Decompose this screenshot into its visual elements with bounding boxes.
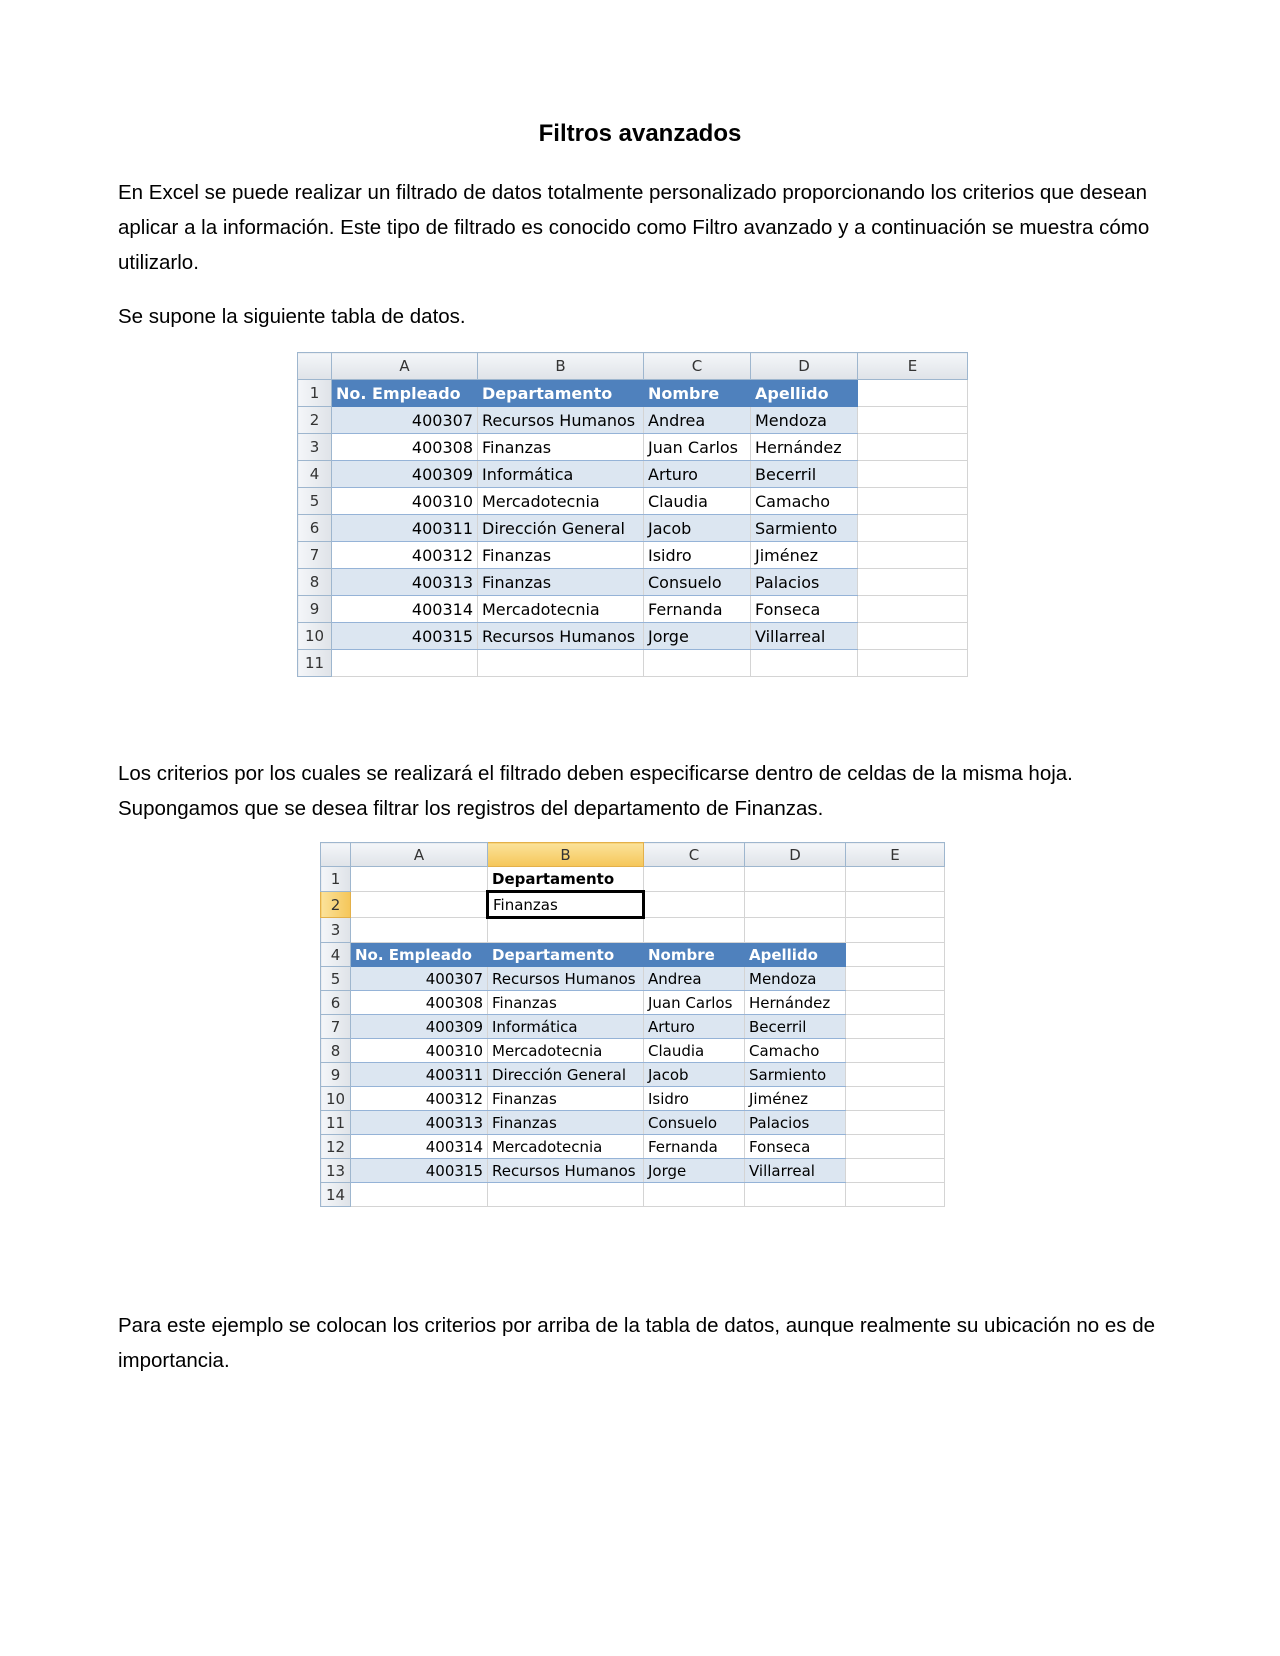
table-row [321, 1087, 945, 1111]
column-header-e[interactable]: E [858, 353, 968, 380]
cell[interactable]: 400307 [351, 967, 488, 991]
cell[interactable]: 400311 [332, 515, 478, 542]
row-header[interactable]: 5 [298, 488, 332, 515]
cell[interactable] [846, 1063, 945, 1087]
table-row [298, 650, 968, 677]
cell[interactable]: Fonseca [745, 1135, 846, 1159]
cell[interactable]: Palacios [751, 569, 858, 596]
cell[interactable] [351, 892, 488, 918]
row-header[interactable]: 8 [321, 1039, 351, 1063]
cell[interactable] [745, 918, 846, 943]
column-header-b[interactable]: B [478, 353, 644, 380]
cell[interactable] [846, 867, 945, 892]
cell[interactable]: Recursos Humanos [478, 407, 644, 434]
column-header-b[interactable]: B [488, 843, 644, 867]
cell[interactable]: Recursos Humanos [478, 623, 644, 650]
cell[interactable]: Becerril [751, 461, 858, 488]
cell[interactable] [846, 892, 945, 918]
row-header[interactable]: 5 [321, 967, 351, 991]
cell[interactable]: 400314 [351, 1135, 488, 1159]
table-row [321, 1135, 945, 1159]
cell[interactable] [846, 1111, 945, 1135]
criteria-value-row [321, 892, 945, 918]
cell[interactable]: Informática [488, 1015, 644, 1039]
cell[interactable] [644, 867, 745, 892]
cell[interactable]: Finanzas [488, 991, 644, 1015]
header-cell[interactable]: No. Empleado [332, 380, 478, 407]
column-header-c[interactable]: C [644, 353, 751, 380]
table-row [321, 991, 945, 1015]
cell[interactable]: Juan Carlos [644, 991, 745, 1015]
table-row [298, 596, 968, 623]
table-row [321, 967, 945, 991]
cell[interactable]: Consuelo [644, 1111, 745, 1135]
column-header-d[interactable]: D [745, 843, 846, 867]
cell[interactable]: Dirección General [488, 1063, 644, 1087]
table-row [321, 918, 945, 943]
cell[interactable] [846, 967, 945, 991]
cell[interactable] [488, 918, 644, 943]
cell[interactable]: Becerril [745, 1015, 846, 1039]
cell[interactable] [846, 1015, 945, 1039]
cell[interactable]: 400309 [351, 1015, 488, 1039]
table-row [298, 623, 968, 650]
row-header[interactable]: 6 [298, 515, 332, 542]
cell[interactable] [858, 515, 968, 542]
row-header[interactable]: 7 [321, 1015, 351, 1039]
row-header[interactable]: 1 [321, 867, 351, 892]
row-header[interactable]: 9 [321, 1063, 351, 1087]
cell[interactable]: Mercadotecnia [488, 1039, 644, 1063]
row-header[interactable]: 4 [321, 943, 351, 967]
cell[interactable] [846, 1087, 945, 1111]
row-header[interactable]: 6 [321, 991, 351, 1015]
cell[interactable]: Claudia [644, 488, 751, 515]
table-header-row [298, 380, 968, 407]
criteria-header-cell[interactable]: Departamento [488, 867, 644, 892]
header-cell[interactable]: Nombre [644, 380, 751, 407]
cell[interactable]: 400314 [332, 596, 478, 623]
cell[interactable]: Andrea [644, 407, 751, 434]
row-header[interactable]: 13 [321, 1159, 351, 1183]
cell[interactable] [351, 1183, 488, 1207]
cell[interactable]: Fernanda [644, 1135, 745, 1159]
closing-paragraph: Para este ejemplo se colocan los criterios por arriba de la tabla de datos, aunque realmente su ubicación no es de importancia. [118, 1314, 1156, 1372]
header-cell[interactable]: Departamento [488, 943, 644, 967]
row-header[interactable]: 7 [298, 542, 332, 569]
cell[interactable] [858, 434, 968, 461]
row-header[interactable]: 3 [321, 918, 351, 943]
cell[interactable] [351, 918, 488, 943]
cell[interactable]: Dirección General [478, 515, 644, 542]
cell[interactable]: Andrea [644, 967, 745, 991]
cell[interactable]: Finanzas [478, 542, 644, 569]
cell[interactable] [745, 892, 846, 918]
cell[interactable]: Hernández [745, 991, 846, 1015]
cell[interactable]: Isidro [644, 542, 751, 569]
cell[interactable] [858, 596, 968, 623]
column-header-d[interactable]: D [751, 353, 858, 380]
cell[interactable]: Recursos Humanos [488, 967, 644, 991]
column-header-a[interactable]: A [351, 843, 488, 867]
row-header[interactable]: 10 [298, 623, 332, 650]
table-row [298, 515, 968, 542]
row-header[interactable]: 11 [298, 650, 332, 677]
cell[interactable] [858, 569, 968, 596]
row-header[interactable]: 4 [298, 461, 332, 488]
cell[interactable]: Palacios [745, 1111, 846, 1135]
cell[interactable]: 400307 [332, 407, 478, 434]
cell[interactable] [846, 991, 945, 1015]
cell[interactable]: Claudia [644, 1039, 745, 1063]
cell[interactable]: Juan Carlos [644, 434, 751, 461]
cell[interactable]: Informática [478, 461, 644, 488]
cell[interactable]: 400315 [332, 623, 478, 650]
table-row [321, 1039, 945, 1063]
spreadsheet-criteria-table [320, 842, 945, 1207]
table-row [298, 488, 968, 515]
header-cell[interactable]: Nombre [644, 943, 745, 967]
cell[interactable]: Jiménez [745, 1087, 846, 1111]
cell[interactable] [858, 542, 968, 569]
cell[interactable]: Finanzas [488, 1087, 644, 1111]
cell[interactable]: Jorge [644, 623, 751, 650]
cell[interactable] [858, 488, 968, 515]
cell[interactable] [858, 380, 968, 407]
column-header-a[interactable]: A [332, 353, 478, 380]
cell[interactable] [332, 650, 478, 677]
table-intro-paragraph: Se supone la siguiente tabla de datos. [118, 305, 466, 328]
select-all-corner[interactable] [321, 843, 351, 867]
cell[interactable]: Finanzas [478, 569, 644, 596]
cell[interactable]: Hernández [751, 434, 858, 461]
cell[interactable]: 400308 [351, 991, 488, 1015]
row-header[interactable]: 2 [321, 892, 351, 918]
cell[interactable] [644, 650, 751, 677]
cell[interactable]: 400312 [332, 542, 478, 569]
cell[interactable] [858, 407, 968, 434]
cell[interactable]: Isidro [644, 1087, 745, 1111]
cell[interactable] [846, 1039, 945, 1063]
cell[interactable] [488, 1183, 644, 1207]
column-header-e[interactable]: E [846, 843, 945, 867]
cell[interactable]: Jorge [644, 1159, 745, 1183]
intro-paragraph: En Excel se puede realizar un filtrado de datos totalmente personalizado proporcionando los criterios que desean aplicar a la información. Este tipo de filtrado es conocido como Filtro avanzado y a continuación se muestra cómo utilizarlo. [118, 181, 1150, 274]
cell[interactable]: 400310 [351, 1039, 488, 1063]
table-row [321, 1015, 945, 1039]
cell[interactable]: Villarreal [751, 623, 858, 650]
cell[interactable]: Jiménez [751, 542, 858, 569]
cell[interactable]: Mendoza [745, 967, 846, 991]
cell[interactable]: Mercadotecnia [478, 596, 644, 623]
cell[interactable]: Recursos Humanos [488, 1159, 644, 1183]
cell[interactable]: Camacho [751, 488, 858, 515]
cell[interactable]: Fernanda [644, 596, 751, 623]
table-row [321, 1183, 945, 1207]
row-header[interactable]: 3 [298, 434, 332, 461]
cell[interactable] [846, 1135, 945, 1159]
cell[interactable]: 400313 [351, 1111, 488, 1135]
cell[interactable]: Finanzas [478, 434, 644, 461]
page-title: Filtros avanzados [538, 120, 742, 147]
cell[interactable]: Mercadotecnia [488, 1135, 644, 1159]
column-header-row [321, 843, 945, 867]
cell[interactable] [478, 650, 644, 677]
cell[interactable] [644, 892, 745, 918]
row-header[interactable]: 2 [298, 407, 332, 434]
cell[interactable]: 400315 [351, 1159, 488, 1183]
table-row [321, 1111, 945, 1135]
cell[interactable] [351, 867, 488, 892]
table-row [321, 1159, 945, 1183]
cell[interactable] [644, 1183, 745, 1207]
cell[interactable]: 400311 [351, 1063, 488, 1087]
cell[interactable]: Villarreal [745, 1159, 846, 1183]
row-header[interactable]: 9 [298, 596, 332, 623]
cell[interactable]: 400310 [332, 488, 478, 515]
cell[interactable] [745, 1183, 846, 1207]
row-header[interactable]: 14 [321, 1183, 351, 1207]
column-header-c[interactable]: C [644, 843, 745, 867]
row-header[interactable]: 1 [298, 380, 332, 407]
cell[interactable]: Arturo [644, 461, 751, 488]
cell[interactable]: Jacob [644, 1063, 745, 1087]
cell[interactable]: Mercadotecnia [478, 488, 644, 515]
cell[interactable]: 400313 [332, 569, 478, 596]
spreadsheet-data-table [297, 352, 968, 677]
cell[interactable]: Mendoza [751, 407, 858, 434]
header-cell[interactable]: Apellido [745, 943, 846, 967]
table-row [298, 434, 968, 461]
header-cell[interactable]: No. Empleado [351, 943, 488, 967]
cell[interactable] [846, 1159, 945, 1183]
cell[interactable]: Camacho [745, 1039, 846, 1063]
cell[interactable] [846, 943, 945, 967]
cell[interactable]: Finanzas [488, 1111, 644, 1135]
criteria-header-row [321, 867, 945, 892]
row-header[interactable]: 10 [321, 1087, 351, 1111]
cell[interactable] [846, 1183, 945, 1207]
cell[interactable]: Sarmiento [745, 1063, 846, 1087]
cell[interactable]: 400309 [332, 461, 478, 488]
header-cell[interactable]: Departamento [478, 380, 644, 407]
cell[interactable] [858, 650, 968, 677]
table-row [298, 461, 968, 488]
cell[interactable] [644, 918, 745, 943]
table-row [298, 569, 968, 596]
table-row [298, 542, 968, 569]
column-header-row [298, 353, 968, 380]
table-row [321, 1063, 945, 1087]
cell[interactable] [858, 623, 968, 650]
cell[interactable]: Sarmiento [751, 515, 858, 542]
cell[interactable] [858, 461, 968, 488]
cell[interactable]: Fonseca [751, 596, 858, 623]
criteria-value-cell[interactable]: Finanzas [488, 892, 644, 918]
row-header[interactable]: 12 [321, 1135, 351, 1159]
cell[interactable]: Consuelo [644, 569, 751, 596]
cell[interactable] [745, 867, 846, 892]
cell[interactable]: Jacob [644, 515, 751, 542]
cell[interactable] [846, 918, 945, 943]
cell[interactable] [751, 650, 858, 677]
cell[interactable]: Arturo [644, 1015, 745, 1039]
row-header[interactable]: 11 [321, 1111, 351, 1135]
row-header[interactable]: 8 [298, 569, 332, 596]
cell[interactable]: 400308 [332, 434, 478, 461]
table-row [298, 407, 968, 434]
criteria-paragraph: Los criterios por los cuales se realizará el filtrado deben especificarse dentro de celdas de la misma hoja. Supongamos que se desea filtrar los registros del departamento de Finanzas. [118, 762, 1073, 820]
header-cell[interactable]: Apellido [751, 380, 858, 407]
table-header-row [321, 943, 945, 967]
select-all-corner[interactable] [298, 353, 332, 380]
cell[interactable]: 400312 [351, 1087, 488, 1111]
